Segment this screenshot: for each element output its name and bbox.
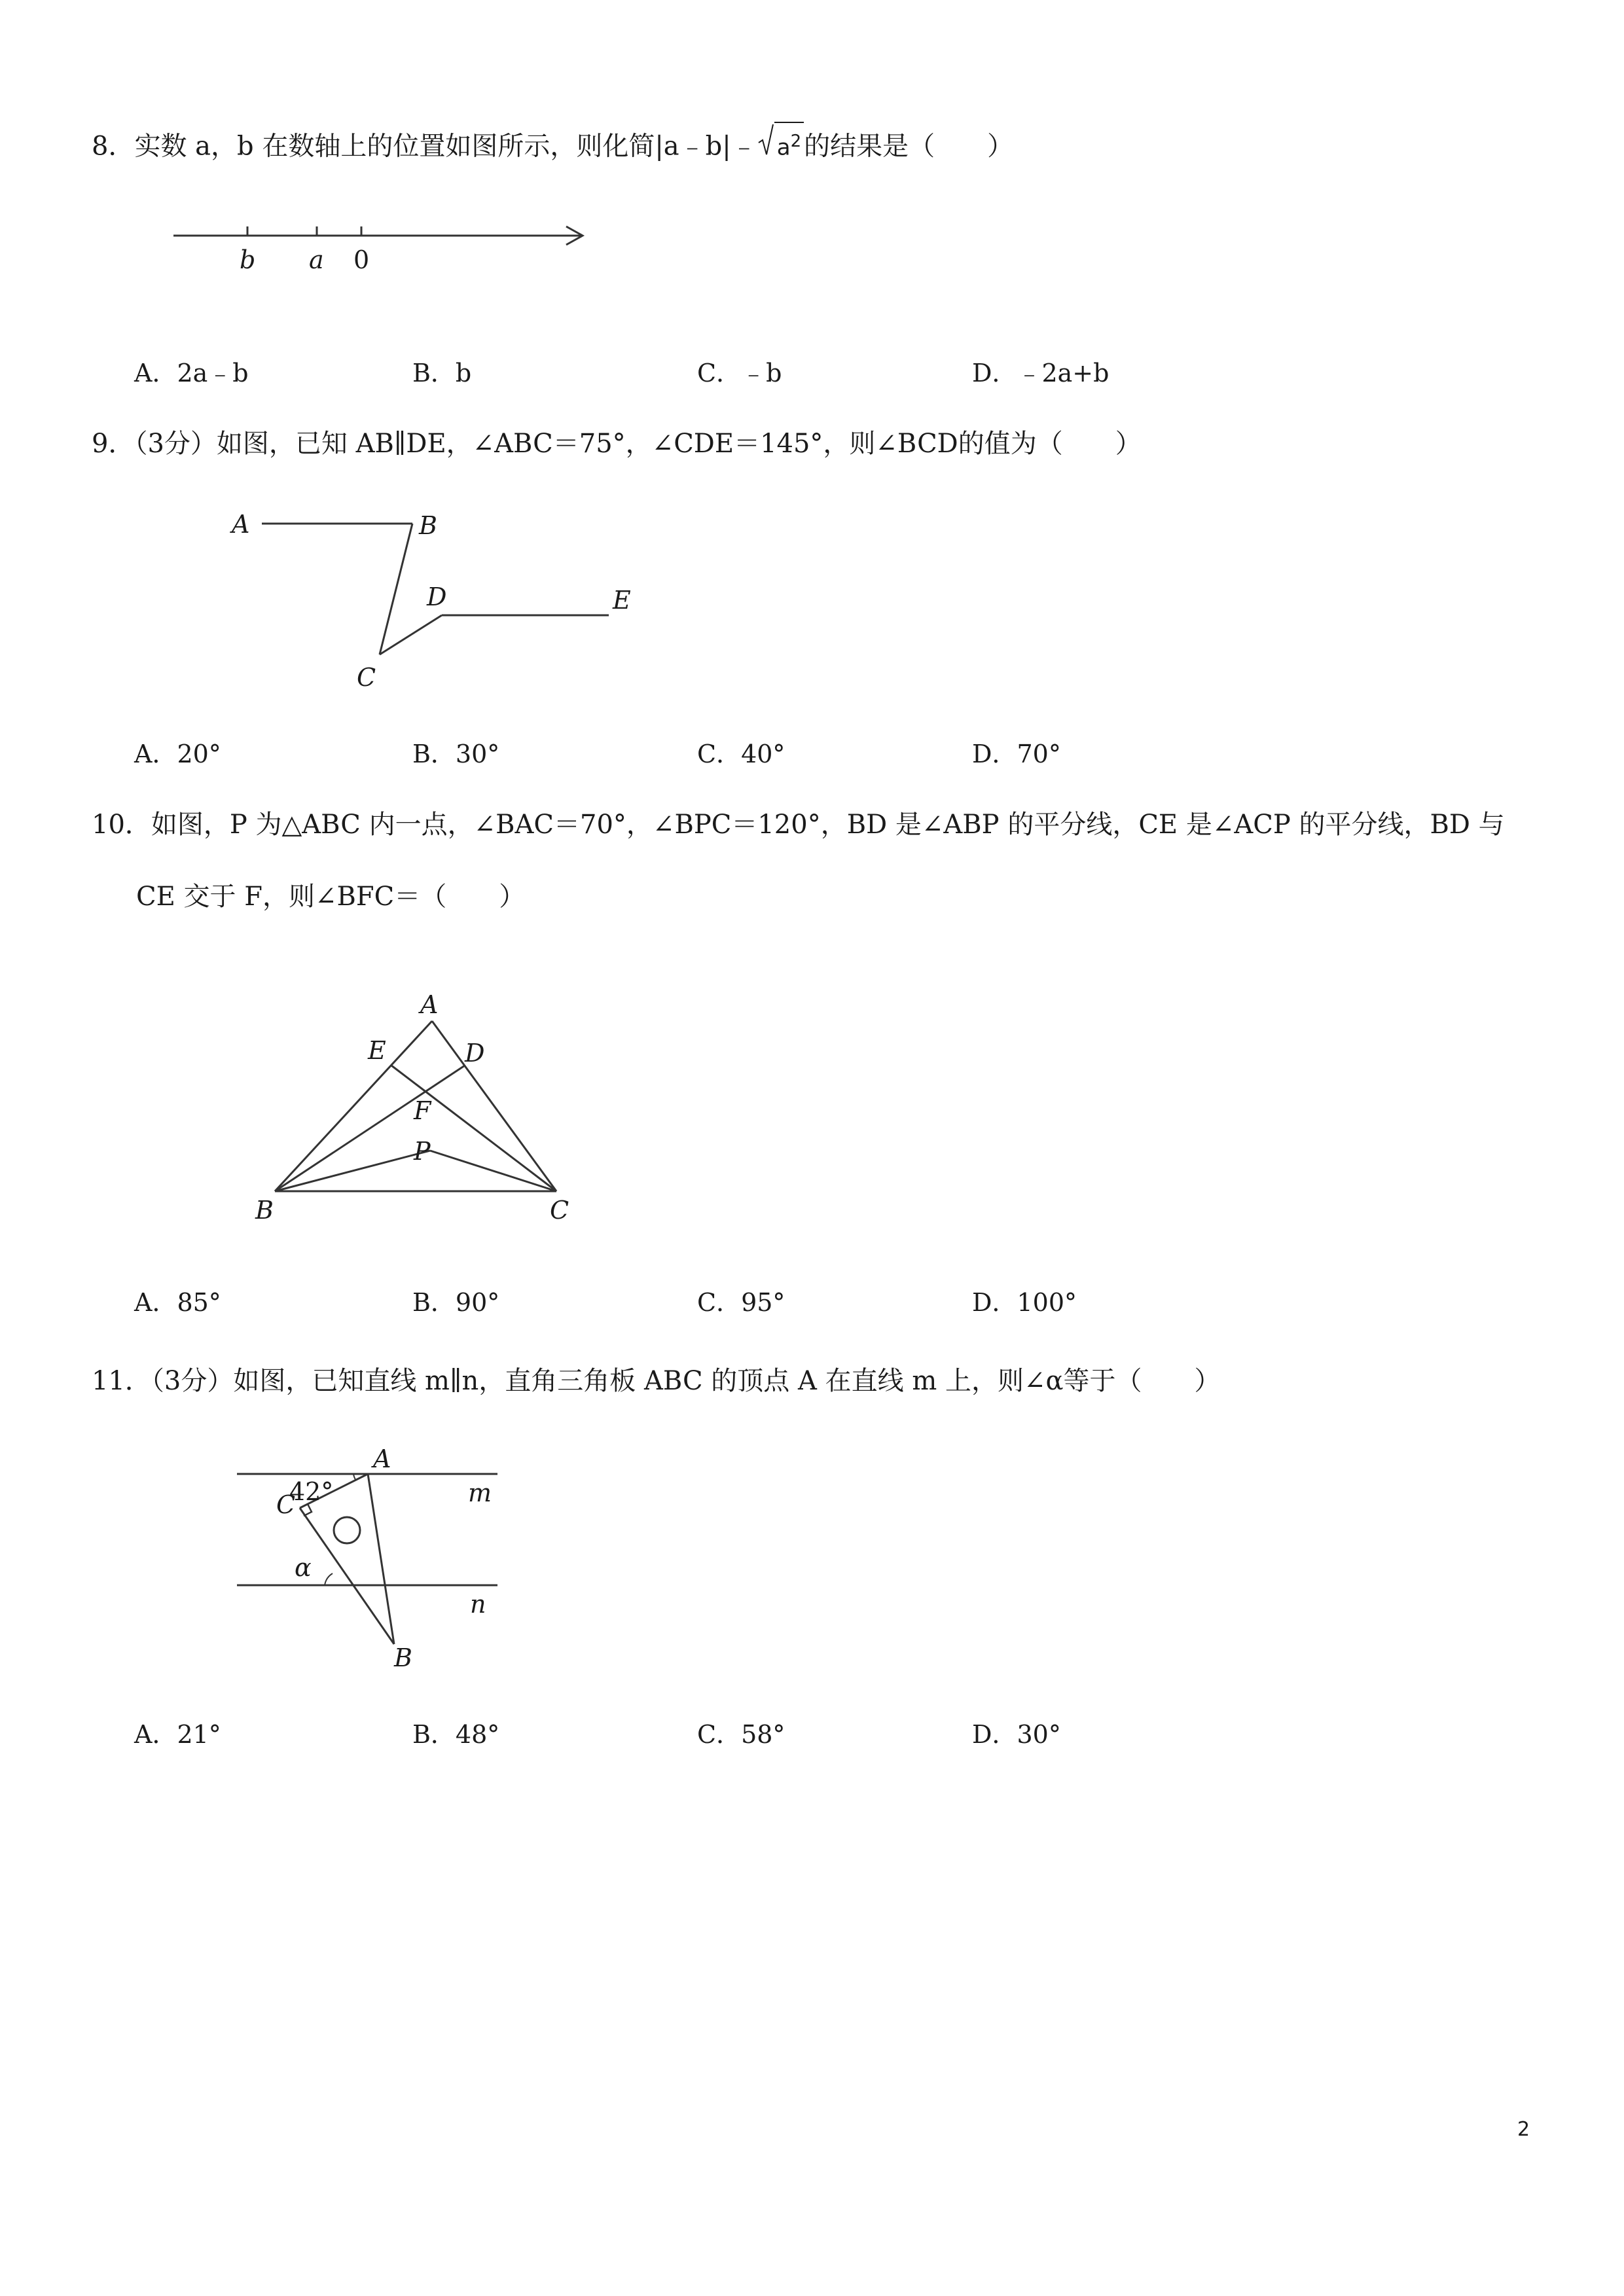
q11-option-a[interactable]: A．21° bbox=[134, 1720, 221, 1749]
question-10-stem-line1: 10．如图，P 为△ABC 内一点，∠BAC＝70°，∠BPC＝120°，BD 是∠ABP 的平分线，CE 是∠ACP 的平分线，BD 与 bbox=[92, 810, 1505, 840]
q8-text-before: 8．实数 a，b 在数轴上的位置如图所示，则化简|a﹣b|﹣ bbox=[92, 131, 757, 162]
q10-option-a[interactable]: A．85° bbox=[134, 1288, 221, 1317]
q11-option-b[interactable]: B．48° bbox=[412, 1720, 500, 1749]
q9-option-b[interactable]: B．30° bbox=[412, 740, 500, 768]
question-11-stem: 11．（3分）如图，已知直线 m∥n，直角三角板 ABC 的顶点 A 在直线 m 上，则∠α等于（ ） bbox=[92, 1366, 1221, 1396]
label-D: D bbox=[465, 1039, 485, 1067]
label-B: B bbox=[255, 1196, 274, 1225]
label-C: C bbox=[357, 663, 376, 692]
q8-exponent: 2 bbox=[790, 132, 802, 151]
q8-number-line-figure bbox=[164, 209, 596, 288]
q10-option-c[interactable]: C．95° bbox=[697, 1288, 785, 1317]
q10-option-b[interactable]: B．90° bbox=[412, 1288, 500, 1317]
label-A: A bbox=[232, 510, 250, 539]
q9-option-d[interactable]: D．70° bbox=[972, 740, 1061, 768]
label-D: D bbox=[427, 583, 447, 611]
q8-option-b[interactable]: B．b bbox=[412, 359, 472, 387]
q9-option-a[interactable]: A．20° bbox=[134, 740, 221, 768]
page-number: 2 bbox=[1517, 2118, 1530, 2141]
q8-text-after: 的结果是（ ） bbox=[804, 131, 1014, 162]
label-b: b bbox=[240, 245, 256, 274]
q8-radicand: a bbox=[776, 134, 791, 161]
label-C: C bbox=[550, 1196, 569, 1225]
question-9-stem: 9．（3分）如图，已知 AB∥DE，∠ABC＝75°，∠CDE＝145°，则∠BCD的值为（ ） bbox=[92, 429, 1142, 459]
label-alpha: α bbox=[295, 1553, 312, 1582]
label-P: P bbox=[414, 1137, 431, 1166]
q8-option-a[interactable]: A．2a﹣b bbox=[134, 359, 249, 387]
label-n: n bbox=[470, 1590, 486, 1619]
q10-triangle-figure bbox=[242, 982, 583, 1230]
q10-option-d[interactable]: D．100° bbox=[972, 1288, 1077, 1317]
label-angle-42: 42° bbox=[289, 1477, 334, 1506]
q8-option-d[interactable]: D．﹣2a+b bbox=[972, 359, 1110, 387]
sqrt-expression bbox=[757, 122, 804, 166]
label-B: B bbox=[394, 1643, 412, 1672]
question-10-stem-line2: CE 交于 F，则∠BFC＝（ ） bbox=[136, 882, 526, 912]
label-B: B bbox=[419, 511, 437, 540]
q8-option-c[interactable]: C．﹣b bbox=[697, 359, 782, 387]
q11-option-d[interactable]: D．30° bbox=[972, 1720, 1061, 1749]
label-A: A bbox=[420, 990, 439, 1019]
q9-parallel-lines-figure bbox=[223, 497, 655, 707]
label-C: C bbox=[276, 1490, 296, 1519]
q9-option-c[interactable]: C．40° bbox=[697, 740, 785, 768]
label-E: E bbox=[368, 1036, 386, 1065]
label-m: m bbox=[468, 1479, 492, 1507]
label-E: E bbox=[613, 586, 631, 615]
label-a: a bbox=[309, 245, 324, 274]
q11-set-square-figure bbox=[229, 1440, 517, 1676]
question-8-stem bbox=[92, 122, 1013, 166]
label-A: A bbox=[373, 1444, 391, 1473]
label-zero: 0 bbox=[353, 245, 370, 274]
q11-option-c[interactable]: C．58° bbox=[697, 1720, 785, 1749]
label-F: F bbox=[414, 1096, 431, 1125]
